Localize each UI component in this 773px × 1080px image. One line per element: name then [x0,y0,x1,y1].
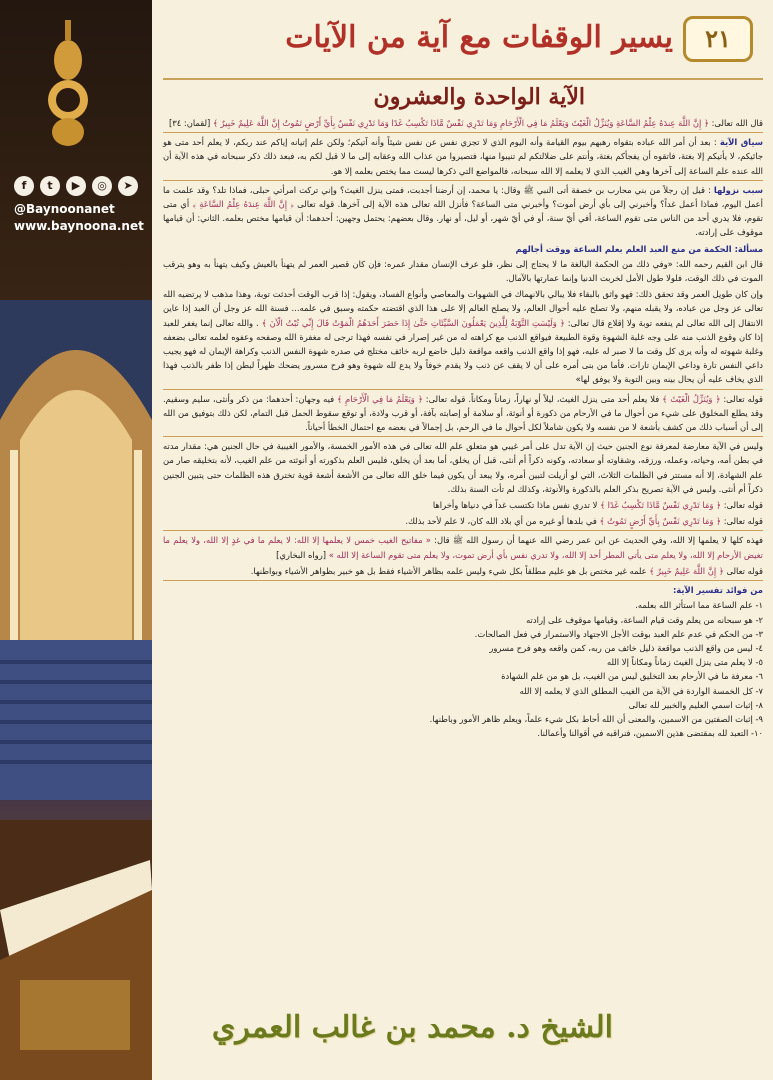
benefits-list [163,598,763,740]
divider [163,389,763,390]
reason-text-2: أي متى تقوم، فلا يدري أحد من الناس متى تقوم الساعة، أفي أيّ سنة، أو في أيّ شهر، أو ليل، أو نهار. وقال بعضهم: يحتمل وجهين: أحدهما: أن قيامها مختص بعلمه. الثاني: أن قيامها موقوف على إرادته. [163,199,763,238]
earn-text: لا تدري نفس ماذا تكتسب غداً في دنياها وأخراها [432,500,598,511]
knower-quran: ﴿ إِنَّ اللَّهَ عَلِيمٌ خَبِيرٌ ﴾ [649,565,724,576]
knower-paragraph [163,564,763,578]
lantern-logo-icon [46,20,90,150]
rain-intro: قوله تعالى: [723,393,763,404]
article-body [163,116,763,740]
death-paragraph [163,514,763,528]
wisdom-text-2b: . والله تعالى إنما يغفر للعبد إذا كان وقوع الذنب منه على وجه غلبة الشهوة وقوة الطبيعة فيواقع الذنب مع كراهته له من غير إصرار في نفسه فهذا ترجى له مغفرة الله وصفحه وعفوه لعلمه تعالى بضعفه وغلبة شهوته له وأنه يرى كل وقت ما لا صبر له عليه، فهو إذا واقع الذنب واقعه مواقعة ذليل خاضع لربه خائف مختلج في صدره شهوة النفس الذنب وكراهة الإيمان له فهو يجيب داعي النفس تارة وداعي الإيمان تارات. فأما من بنى أمره على أن لا يقف عن ذنب ولا يقدم خوفاً ولا يدع لله شهوة وهو فرح مسرور يضحك ظهراً لبطن إذا ظفر بالذنب فهذا الذي يخاف عليه أن يحال بينه وبين التوبة ولا يوفق لها» [163,317,763,385]
benefit-item: ٥- لا يعلم متى ينزل الغيث زماناً ومكاناً إلا الله [606,657,763,668]
reason-paragraph [163,183,763,240]
death-text: في بلدها أو غيره من أي بلاد الله كان، لا علم لأحد بذلك. [405,516,597,527]
context-text: : بعد أن أمر الله عباده بتقواه رهبهم بيوم القيامة وأنه اليوم الذي لا تجزي نفس عن نفس شيئاً وأنه آتيكم؛ ولكن علم إتيانه إياكم عند ربكم، لا يعلم أحد متى هو جائيكم، لا يأتيكم إلا بغتة، فاتقوه أن يفجأكم بغتة، وأنتم على ضلالتكم لم تنيبوا منها، فتصيروا من عذاب الله وعقابه إلى ما لا قبل لكم به، فبعد ذلك ذكر سبحانه في هذه الآية أن الله عنده علم الساعة إلى آخرها وهي الغيب الذي لا يعلمه إلا الله سبحانه، فالمواضع التي ذكرها ليست مما يختص بعلمه إلا هو. [163,137,763,176]
reason-label: سبب نزولها [713,184,763,195]
rain-text-2: فيه وجهان: أحدهما: من ذكر وأنثى، سليم وسقيم. وقد يطلع المخلوق على شيء من أحوال ما في الأرحام من ذكورة أو أنوثة، أو سلامة أو إصابته بآفة، أو قرب ولادة، أو توقع سقوط الحمل قبل التمام، لكن ذلك بتوفيق من الله إلى أن أسباب ذلك من كشف بأشعة لا من نفسه ولا يكون شاملاً لكل أحوال ما في الرحم، بل إجمالاً في بعضه مع احتمال الخطأ أحياناً. [163,393,763,433]
benefit-item: ٤- ليس من واقع الذنب مواقعة ذليل خائف من ربه، كمن واقعه وهو فرح مسرور [489,642,763,653]
divider [163,580,763,581]
rain-text: فلا يعلم أحد متى ينزل الغيث، ليلاً أو نهاراً، زماناً ومكاناً. قوله تعالى: [425,393,660,404]
knower-text: علمه غير مختص بل هو عليم مطلقاً بكل شيء وليس علمه بظاهر الأشياء فقط بل هو خبير بظواهر الأشياء وبواطنها. [250,565,647,576]
divider [163,132,763,133]
benefit-item: ١- علم الساعة مما استأثر الله بعلمه. [635,600,763,611]
twitter-icon[interactable]: t [40,176,60,196]
benefit-item: ٨- إثبات اسمي العليم والخبير لله تعالى [628,699,763,710]
benefit-item: ٣- من الحكم في عدم علم العبد بوقت الأجل الاجتهاد والاستمرار في فعل الصالحات. [474,628,763,639]
instagram-icon[interactable]: ◎ [92,176,112,196]
earn-quran: ﴿ وَمَا تَدْرِي نَفْسٌ مَّاذَا تَكْسِبُ غَدًا ﴾ [600,500,722,511]
benefit-item: ٦- معرفة ما في الأرحام بعد التخليق ليس من الغيب، بل هو من علم الشهادة [501,671,763,682]
benefit-item: ٧- كل الخمسة الواردة في الآية من الغيب المطلق الذي لا يعلمه إلا الله [519,685,763,696]
episode-number-badge: ٢١ [683,16,753,62]
wisdom-text-2: وإن كان طويل العمر وقد تحقق ذلك: فهو واثق بالبقاء فلا يبالي بالانهماك في الشهوات والمعاصي وأنواع الفساد، ويقول: إذا قرب الوقت أحدثت توبة، وهذا مذهب لا يرتضيه الله تعالى عز وجل من عباده، ولا يقبله منهم، ولا تصلح عليه أحوال العالم، ولا يصلح العالم إلا على هذا الذي اقتضته حكمته وسبق في علمه... فسنة الله عز وجل أن العبد إذا عاين الانتقال إلى الله تعالى لم ينفعه توبة ولا إقلاع قال تعالى: [163,289,763,328]
hadith-text: فهذه كلها لا يعلمها إلا الله، وفي الحديث عن ابن عمر رضي الله عنهما أن رسول الله ﷺ قال: [434,535,764,546]
divider [163,180,763,181]
page-header [163,10,763,80]
wisdom-heading: مسألة: الحكمة من منع العبد العلم بعلم الساعة ووقت أجالهم [515,243,763,254]
telegram-icon[interactable]: ➤ [118,176,138,196]
divider [163,530,763,531]
context-paragraph [163,135,763,178]
social-handle[interactable]: @Baynoonanet [14,202,115,216]
death-intro: قوله تعالى: [723,516,763,527]
verse-text: ﴿ إِنَّ اللَّهَ عِندَهُ عِلْمُ السَّاعَةِ وَيُنَزِّلُ الْغَيْثَ وَيَعْلَمُ مَا فِي الْأَرْحَامِ وَمَا تَدْرِي نَفْسٌ مَّاذَا تَكْسِبُ غَدًا وَمَا تَدْرِي نَفْسٌ بِأَيِّ أَرْضٍ تَمُوتُ إِنَّ اللَّهَ عَلِيمٌ خَبِيرٌ ﴾ [212,118,709,128]
website-link[interactable]: www.baynoona.net [14,219,144,233]
rain-quran: ﴿ وَيُنَزِّلُ الْغَيْثَ ﴾ [662,393,721,404]
death-quran: ﴿ وَمَا تَدْرِي نَفْسٌ بِأَيِّ أَرْضٍ تَمُوتُ ﴾ [599,516,722,527]
hadith-quote: « مفاتيح الغيب خمس لا يعلمها إلا الله: لا يعلم ما في غدٍ إلا الله، ولا يعلم ما تغيض الأرحام إلا الله، ولا يعلم متى يأتي المطر أحد إلا الله، ولا تدري نفس بأي أرض تموت، ولا يعلم متى تقوم الساعة إلا الله » [163,535,763,560]
benefit-item: ١٠- التعبد لله بمقتضى هذين الاسمين، فنراقبه في أقوالنا وأعمالنا. [537,728,763,739]
series-title: يسير الوقفات مع آية من الآيات [285,20,673,55]
mosque-interior-image [0,300,152,800]
quran-book-image [0,820,152,1080]
benefit-item: ٢- هو سبحانه من يعلم وقت قيام الساعة، وقيامها موقوف على إرادته [526,614,763,625]
author-signature: الشيخ د. محمد بن غالب العمري [211,1010,613,1045]
wisdom-quran: ﴿ وَلَيْسَتِ التَّوْبَةُ لِلَّذِينَ يَعْمَلُونَ السَّيِّئَاتِ حَتَّىٰ إِذَا حَضَرَ أَحَدَهُمُ الْمَوْتُ قَالَ إِنِّي تُبْتُ الْآنَ ﴾ [261,317,565,328]
earn-intro: قوله تعالى: [723,500,763,511]
hadith-reference: [رواه البخاري] [276,549,327,560]
wisdom-paragraph-1: قال ابن القيم رحمه الله: «وفي ذلك من الحكمة البالغة ما لا يحتاج إلى نظر، فلو عرف الإنسان مقدار عمره: فإن كان قصير العمر لم يتهنأ بالعيش وكيف يتهنأ به وهو يترقب الموت في ذلك الوقت، فلولا طول الأمل لخربت الدنيا وإنما عمارتها بالآمال. [163,258,763,284]
verse-intro: قال الله تعالى: [711,118,763,128]
reason-quran: ﴿ إِنَّ اللَّهَ عِندَهُ عِلْمُ السَّاعَةِ ﴾ [192,199,294,210]
divider [163,436,763,437]
benefit-item: ٩- إثبات الصفتين من الاسمين، والمعنى أن الله أحاط بكل شيء علماً، ويعلم ظاهر الأمور وباطنها. [429,713,763,724]
womb-paragraph: وليس في الآية معارضة لمعرفة نوع الجنين حيث إن الآية تدل على أمر غيبي هو متعلق علم الله تعالى في هذه الأمور الخمسة، والأمور الغيبية في حال الجنين هي: مقدار مدته في بطن أمه، وحياته، وعمله، ورزقه، وشقاوته أو سعادته، وكونه ذكراً أم أنثى، قبل أن يخلق، أما بعد أن يخلق، فليس العلم بذكورته أو أنوثته من علم الغيب، لأنه بتخليقه صار من علم الشهادة، إلا أنه مستتر في الظلمات الثلاث، التي لو أزيلت لتبين أمره، ولا يبعد أن يكون فيما خلق الله تعالى من الأشعة أشعة قوية تخترق هذه الظلمات حتى يتبين الجنين ذكراً أم أنثى. وليس في الآية تصريح بذكر العلم بالذكورة والأنوثة، وكذلك لم تأت السنة بذلك. [163,441,763,494]
context-label: سياق الآية [719,137,763,148]
hadith-paragraph [163,533,763,561]
section-title: الآية الواحدة والعشرون [373,84,585,110]
wisdom-paragraph-2 [163,287,763,386]
sidebar-banner [0,0,152,1080]
facebook-icon[interactable]: f [14,176,34,196]
main-page [152,0,773,1080]
rain-paragraph [163,392,763,435]
womb-quran: ﴿ وَيَعْلَمُ مَا فِي الْأَرْحَامِ ﴾ [337,393,423,404]
social-links [14,176,138,196]
benefits-heading: من فوائد تفسير الآية: [672,585,763,596]
verse-paragraph [163,116,763,130]
youtube-icon[interactable]: ▶ [66,176,86,196]
reason-text: : قيل إن رجلاً من بني محارب بن خصفة أتى النبي ﷺ وقال: يا محمد، إن أرضنا أجدبت، فمتى ينزل الغيث؟ وإني تركت امرأتي حبلى، فماذا تلد؟ وقد علمت ما أعمل اليوم، فماذا أعمل غداً؟ وأخبرني إلى بأي أرض أموت؟ وأخبرني متى الساعة؟ فأنزل الله تعالى هذه الآية إلى آخرها. قوله تعالى [163,184,763,210]
verse-reference: [لقمان: ٣٤] [168,118,211,128]
earn-paragraph [163,498,763,512]
knower-intro: قوله تعالى [726,565,763,576]
